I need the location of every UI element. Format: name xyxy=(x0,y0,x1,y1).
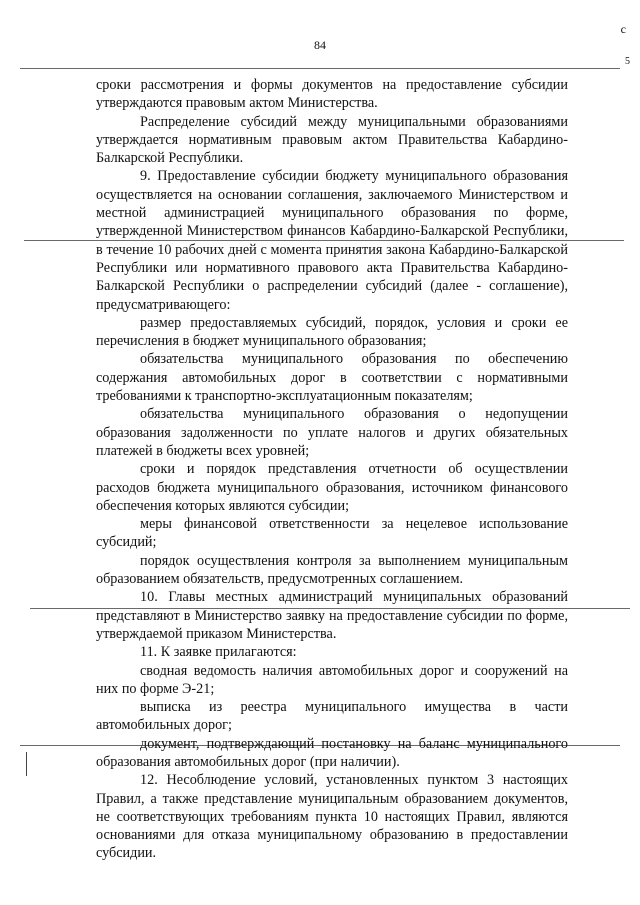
corner-mark-small: 5 xyxy=(625,56,630,67)
page-number: 84 xyxy=(314,38,326,52)
list-item-reporting: сроки и порядок представления отчетности об осуществлении расходов бюджета муниципального образования, источником финансового обеспечения которых являются субсидии; xyxy=(96,461,568,514)
list-item-balance-document: документ, подтверждающий постановку на баланс муниципального образования автомобильных дорог (при наличии). xyxy=(96,735,568,770)
paragraph-12-refusal: 12. Несоблюдение условий, установленных пунктом 3 настоящих Правил, а также представление муниципальным образованием документов, не соответствующих требованиям пункта 10 настоящих Правил, являются основаниями для отказа муниципальному образованию в предоставлении субсидии. xyxy=(96,772,568,862)
paragraph-11-attachments: 11. К заявке прилагаются: xyxy=(140,644,297,661)
list-item-road-obligations: обязательства муниципального образования по обеспечению содержания автомобильных дорог в соответствии с нормативными требованиями к транспортно-эксплуатационным показателям; xyxy=(96,351,568,405)
scan-margin-mark xyxy=(26,752,27,776)
corner-mark: с xyxy=(620,22,626,36)
paragraph-terms-forms: сроки рассмотрения и формы документов на предоставление субсидии утверждаются правовым актом Министерства. xyxy=(96,77,568,112)
paragraph-distribution: Распределение субсидий между муниципальными образованиями утверждается нормативным правовым актом Правительства Кабардино-Балкарской Республики. xyxy=(96,113,568,167)
list-item-liability: меры финансовой ответственности за нецелевое использование субсидий; xyxy=(96,516,568,551)
scan-line-top xyxy=(20,68,620,69)
document-body xyxy=(96,76,568,863)
list-item-control: порядок осуществления контроля за выполнением муниципальным образованием обязательств, предусмотренных соглашением. xyxy=(96,552,568,588)
list-item-registry-extract: выписка из реестра муниципального имущества в части автомобильных дорог; xyxy=(96,699,568,734)
list-item-amount-terms: размер предоставляемых субсидий, порядок, условия и сроки ее перечисления в бюджет муниципального образования; xyxy=(96,314,568,350)
list-item-debt-obligations: обязательства муниципального образования о недопущении образования задолженности по уплате налогов и других обязательных платежей в бюджеты всех уровней; xyxy=(96,406,568,459)
paragraph-10-application: 10. Главы местных администраций муниципальных образований представляют в Министерство заявку на предоставление субсидии по форме, утверждаемой приказом Министерства. xyxy=(96,589,568,642)
paragraph-9-agreement: 9. Предоставление субсидии бюджету муниципального образования осуществляется на основании соглашения, заключаемого Министерством и местной администрацией муниципального образования по форме, утвержденной Министерством финансов Кабардино-Балкарской Республики, в течение 10 рабочих дней с момента принятия закона Кабардино-Балкарской Республики или нормативного правового акта Правительства Кабардино-Балкарской Республики о распределении субсидий (далее - соглашение), предусматривающего: xyxy=(96,168,568,313)
list-item-summary-statement: сводная ведомость наличия автомобильных дорог и сооружений на них по форме Э-21; xyxy=(96,662,568,697)
